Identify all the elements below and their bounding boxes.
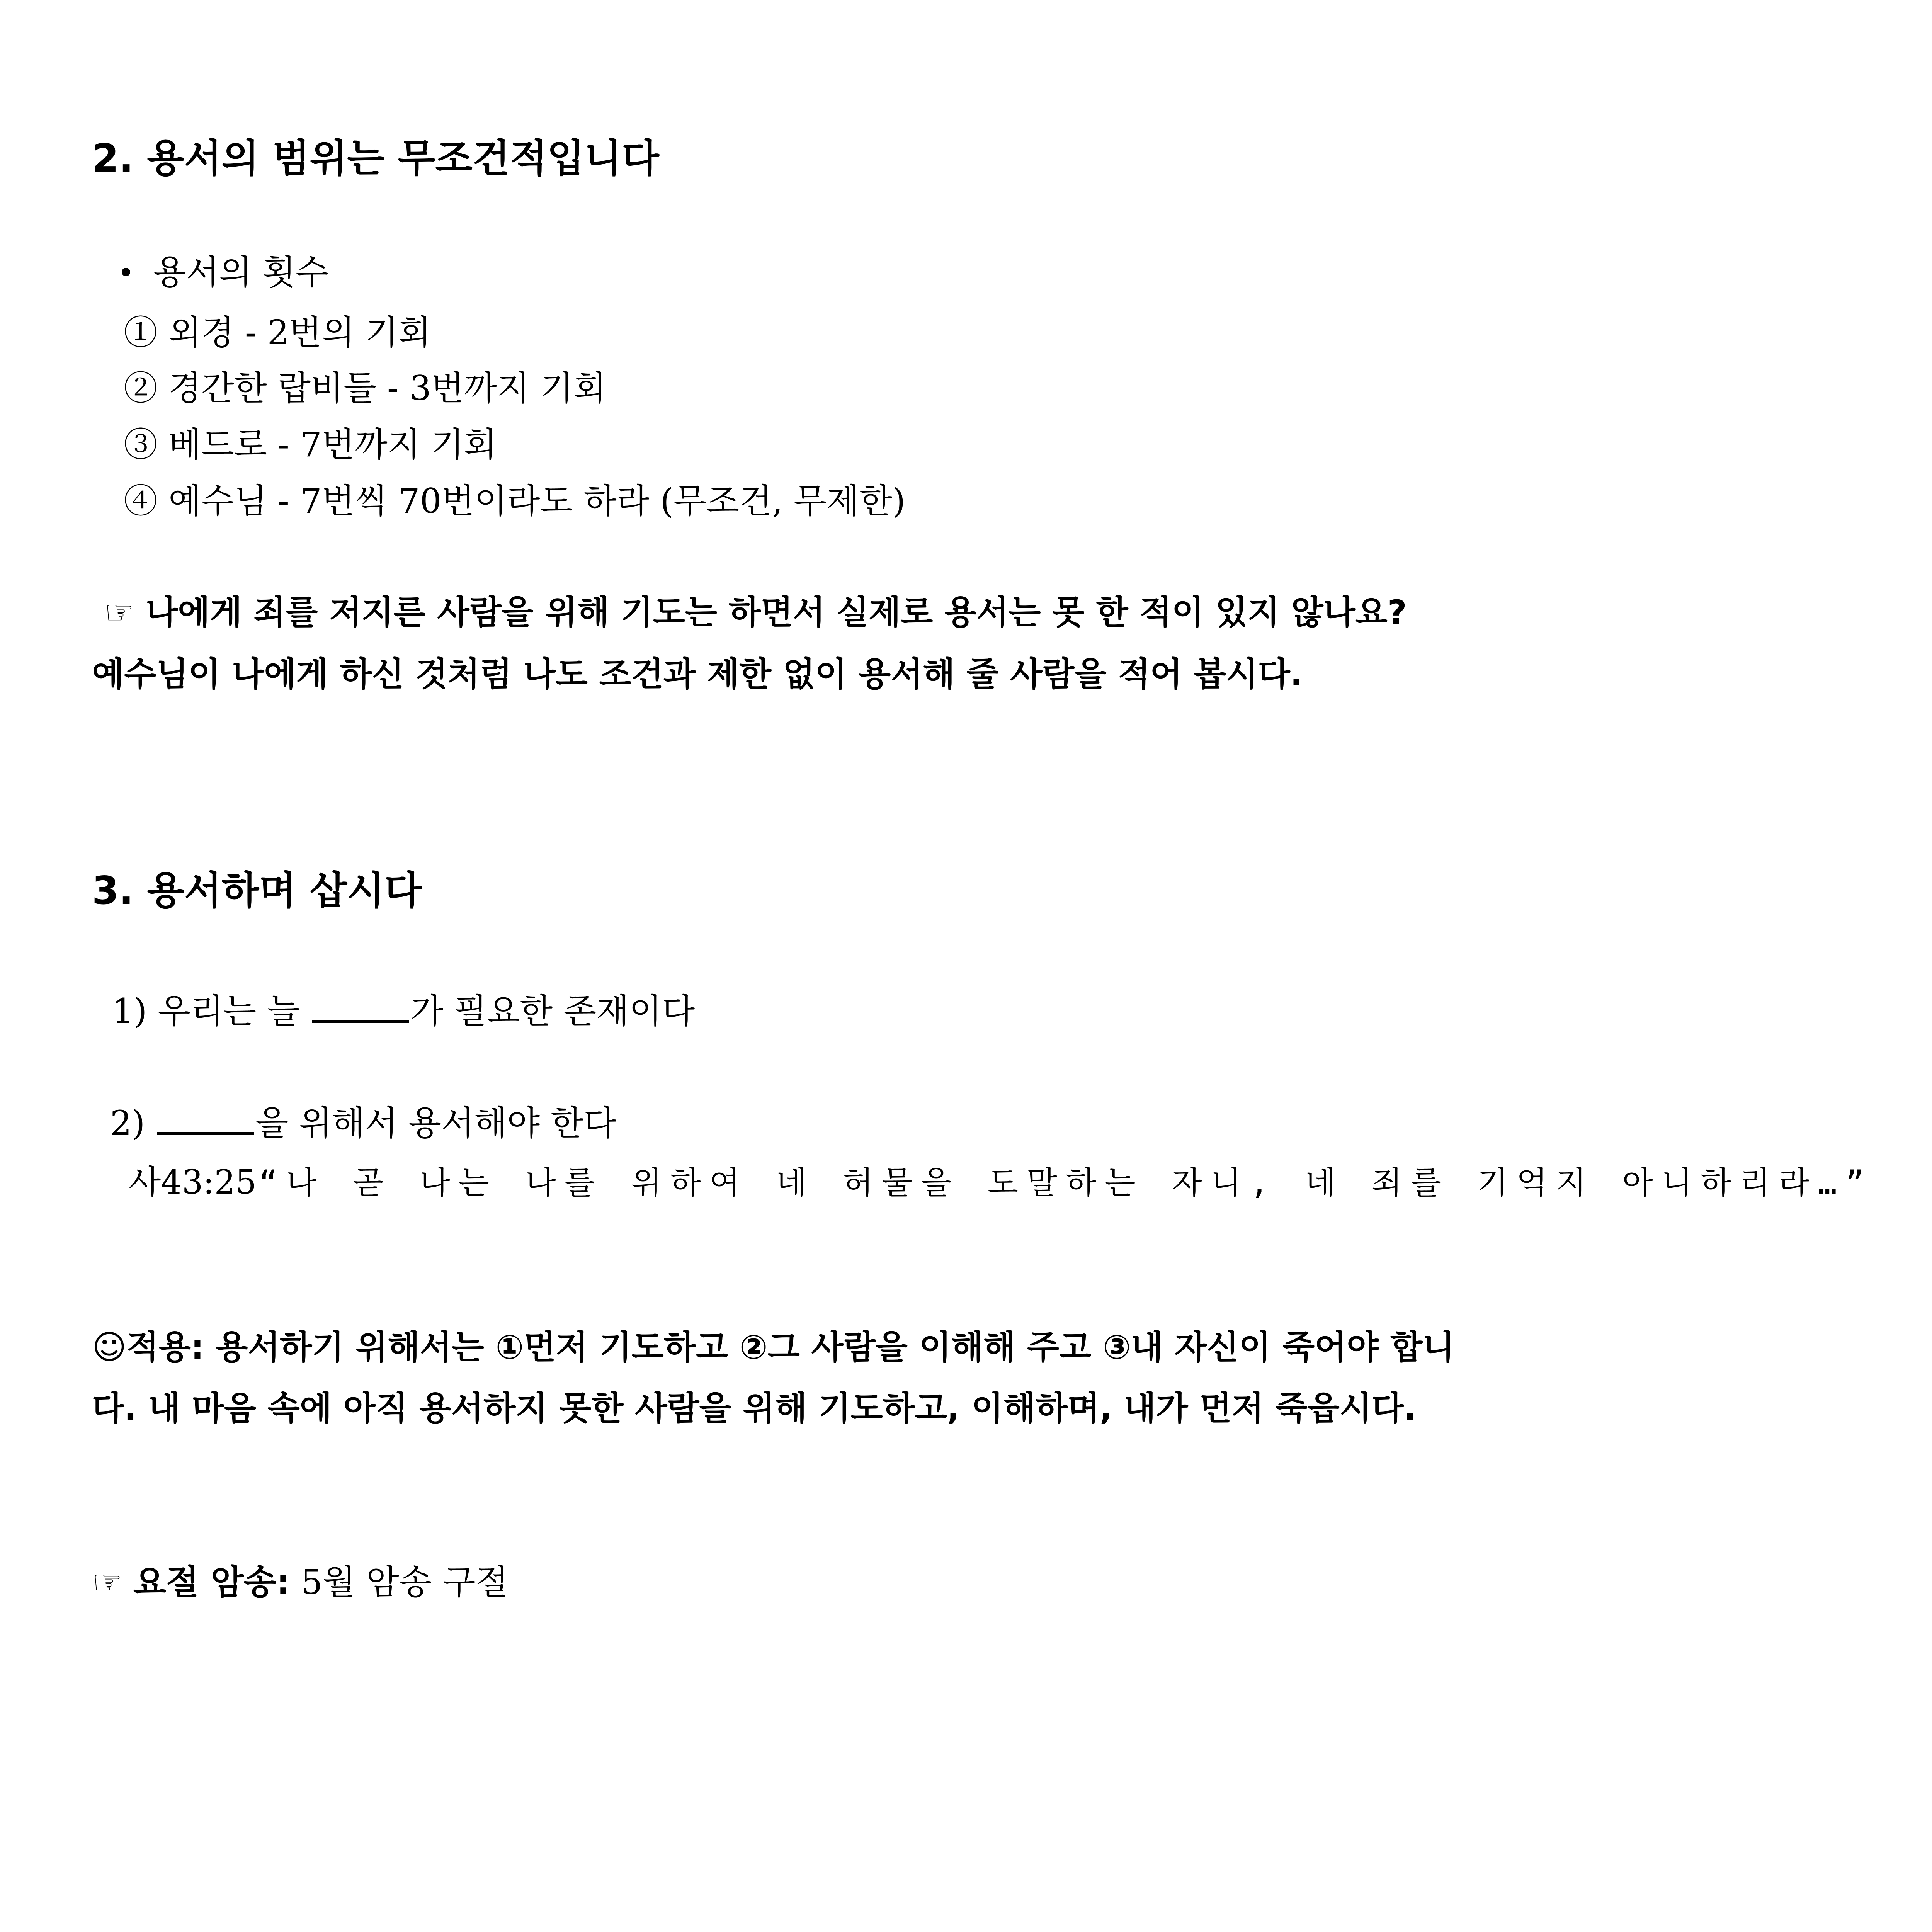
memory-text: 5월 암송 구절 [301, 1562, 509, 1602]
pointing-hand-icon: ☞ [104, 593, 134, 632]
reflection-line-1 [104, 591, 1407, 634]
list-item-text: 예수님 - 7번씩 70번이라도 하라 (무조건, 무제한) [168, 481, 906, 521]
reflection-line-2: 예수님이 나에게 하신 것처럼 나도 조건과 제한 없이 용서해 줄 사람을 적어 봅시다. [92, 655, 1303, 694]
list-item-text: 베드로 - 7번까지 기회 [168, 425, 497, 464]
section-3-heading: 3. 용서하며 삽시다 [92, 868, 422, 913]
reflection-text: 나에게 죄를 저지른 사람을 위해 기도는 하면서 실제로 용서는 못 한 적이 있지 않나요? [146, 593, 1407, 632]
circled-number: ④ [124, 481, 158, 521]
list-item [124, 480, 905, 522]
point-2-suffix: 을 위해서 용서해야 한다 [255, 1103, 617, 1143]
smiley-icon: ☺ [92, 1328, 127, 1367]
pointing-hand-icon: ☞ [92, 1562, 122, 1602]
memory-label: 요절 암송: [133, 1562, 290, 1602]
list-item [124, 423, 497, 466]
point-2-prefix: 2) [110, 1103, 156, 1143]
application-label: 적용: [126, 1328, 204, 1367]
bullet-icon [122, 268, 130, 276]
application-text: 용서하기 위해서는 ①먼저 기도하고 ②그 사람을 이해해 주고 ③내 자신이 죽어야 합니 [216, 1328, 1455, 1367]
verse-text: “나 곧 나는 나를 위하여 네 허물을 도말하는 자니, 네 죄를 기억지 아니하리라…” [259, 1165, 1873, 1201]
circled-number: ① [124, 313, 158, 352]
section-2-heading: 2. 용서의 범위는 무조건적입니다 [92, 136, 659, 181]
fill-in-point-2 [110, 1101, 616, 1145]
point-1-prefix: 1) 우리는 늘 [112, 991, 311, 1031]
list-item [124, 311, 431, 354]
fill-in-point-1 [112, 989, 695, 1032]
list-item-text: 경간한 랍비들 - 3번까지 기회 [168, 368, 606, 408]
blank-line [312, 989, 409, 1023]
list-item-text: 외경 - 2번의 기회 [168, 313, 431, 352]
blank-line [157, 1101, 254, 1135]
circled-number: ② [124, 368, 158, 408]
bullet-title: 용서의 횟수 [153, 252, 329, 292]
list-item [124, 367, 606, 410]
application-line-2: 다. 내 마음 속에 아직 용서하지 못한 사람을 위해 기도하고, 이해하며, 내가 먼저 죽읍시다. [92, 1389, 1417, 1428]
bible-verse [129, 1161, 1873, 1213]
memory-verse-line [92, 1561, 509, 1604]
verse-reference: 사43:25 [129, 1163, 257, 1202]
point-1-suffix: 가 필요한 존재이다 [410, 991, 695, 1031]
application-line-1 [92, 1326, 1454, 1369]
circled-number: ③ [124, 425, 158, 464]
bullet-item [122, 251, 328, 294]
